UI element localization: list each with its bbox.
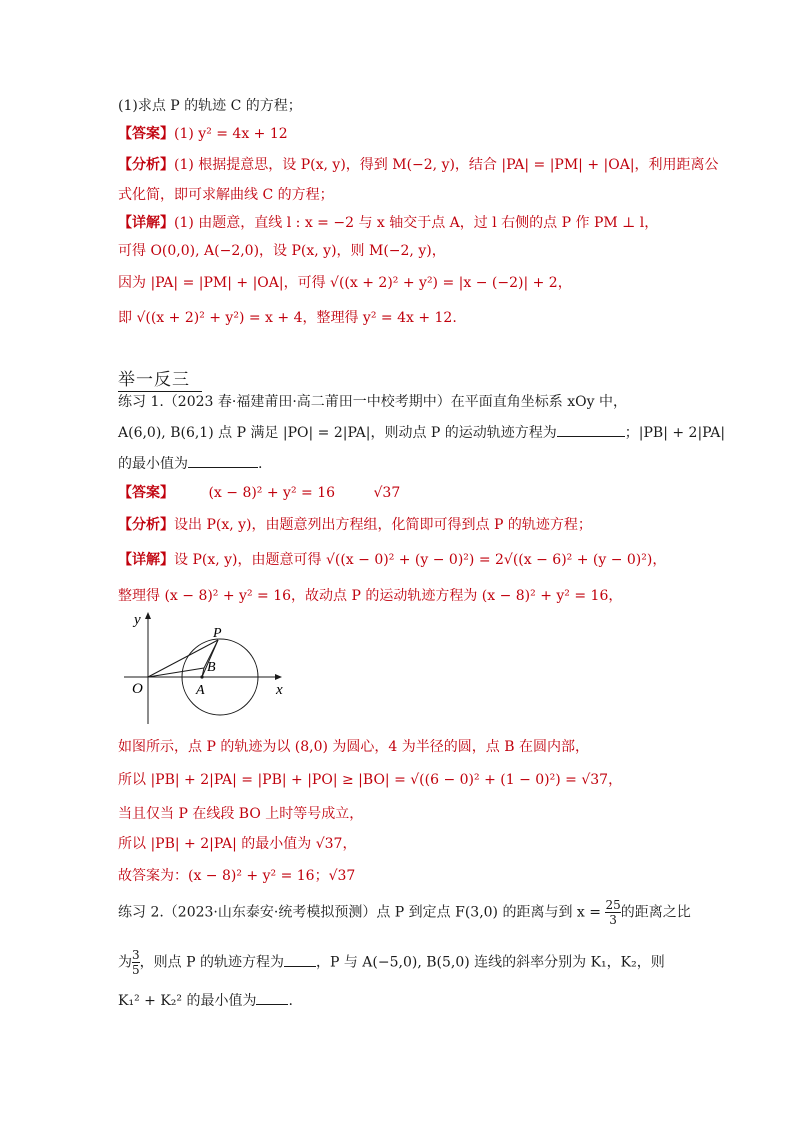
part1-detail-3: 因为 |PA| = |PM| + |OA|，可得 √((x + 2)² + y²) = |x − (−2)| + 2，: [118, 275, 572, 291]
answer-blank[interactable]: [557, 422, 625, 437]
ex2-stem-2: [118, 948, 688, 977]
part1-answer-line: [118, 124, 688, 144]
part1-question: (1)求点 P 的轨迹 C 的方程；: [118, 98, 302, 114]
x-label: x: [276, 682, 283, 698]
detail-tag: 【详解】: [118, 552, 174, 568]
part1-analysis-1: (1) 根据提意思，设 P(x, y)，得到 M(−2, y)，结合 |PA| = |PM| + |OA|，利用距离公: [174, 157, 719, 173]
ex2-stem-3a: K₁² + K₂² 的最小值为: [118, 993, 257, 1009]
ex2-stem-2c: ，P 与 A(−5,0), B(5,0) 连线的斜率分别为 K₁，K₂，则: [315, 954, 665, 971]
a-label: A: [196, 683, 205, 698]
ex1-stem-2b: ；|PB| + 2|PA|: [624, 425, 726, 441]
detail-tag: 【详解】: [118, 215, 174, 231]
fraction-numerator: 3: [132, 948, 140, 962]
part1-detail-1: (1) 由题意，直线 l : x = −2 与 x 轴交于点 A，过 l 右侧的点 P 作 PM ⊥ l，: [174, 215, 659, 231]
answer-blank[interactable]: [188, 453, 258, 468]
answer-tag: 【答案】: [118, 485, 174, 501]
ex2-stem-1b: 的距离之比: [620, 904, 691, 921]
answer-blank[interactable]: [256, 990, 288, 1005]
fraction-denominator: 3: [609, 913, 617, 927]
ex1-answer-line: [118, 483, 688, 503]
answer-tag: 【答案】: [118, 126, 174, 142]
p-label: P: [213, 626, 222, 641]
ex1-stem-3: [118, 453, 688, 474]
part1-detail-line-1: [118, 213, 688, 233]
y-axis-arrow: [145, 612, 151, 619]
answer-blank[interactable]: [284, 952, 316, 967]
part1-answer: (1) y² = 4x + 12: [174, 126, 288, 142]
ex1-stem-3a: 的最小值为: [118, 456, 188, 472]
ex1-detail-1: 设 P(x, y)，由题意可得 √((x − 0)² + (y − 0)²) = 2√((x − 6)² + (y − 0)²)，: [174, 552, 667, 568]
ex1-answer-2: √37: [373, 485, 401, 501]
fraction-numerator: 25: [605, 898, 621, 912]
analysis-tag: 【分析】: [118, 157, 174, 173]
ex1-detail-2: 整理得 (x − 8)² + y² = 16，故动点 P 的运动轨迹方程为 (x − 8)² + y² = 16，: [118, 588, 623, 604]
ex1-answer-1: (x − 8)² + y² = 16: [208, 485, 336, 501]
origin-label: O: [132, 681, 143, 697]
ex1-after-4: 所以 |PB| + 2|PA| 的最小值为 √37，: [118, 836, 357, 852]
ex2-fraction-1: [605, 898, 620, 927]
circle-figure: [120, 610, 300, 728]
ex2-stem-1: [118, 898, 691, 927]
part1-detail-2: 可得 O(0,0), A(−2,0)，设 P(x, y)，则 M(−2, y)，: [118, 243, 446, 259]
section-title: 举一反三: [118, 369, 202, 392]
ex1-after-3: 当且仅当 P 在线段 BO 上时等号成立，: [118, 806, 364, 822]
part1-detail-4: 即 √((x + 2)² + y²) = x + 4，整理得 y² = 4x + 12.: [118, 310, 457, 326]
ex2-stem-2b: ，则点 P 的轨迹方程为: [139, 954, 284, 971]
ex1-analysis-line: [118, 515, 688, 535]
ex1-stem-2a: A(6,0), B(6,1) 点 P 满足 |PO| = 2|PA|，则动点 P 的运动轨迹方程为: [118, 425, 557, 441]
ex1-analysis: 设出 P(x, y)，由题意列出方程组，化简即可得到点 P 的轨迹方程；: [174, 517, 592, 533]
part1-analysis-line-1: [118, 155, 719, 175]
part1-analysis-2: 式化简，即可求解曲线 C 的方程；: [118, 187, 334, 203]
ex1-after-1: 如图所示，点 P 的轨迹为以 (8,0) 为圆心，4 为半径的圆，点 B 在圆内部，: [118, 739, 589, 755]
ex2-stem-3b: .: [288, 993, 293, 1009]
ex2-fraction-2: [132, 948, 140, 977]
b-label: B: [207, 660, 216, 675]
fraction-denominator: 5: [132, 963, 140, 977]
ex2-stem-3: [118, 990, 688, 1011]
ex1-after-2: 所以 |PB| + 2|PA| = |PB| + |PO| ≥ |BO| = √((6 − 0)² + (1 − 0)²) = √37，: [118, 772, 623, 788]
x-axis-arrow: [275, 674, 282, 680]
ex1-detail-line-1: [118, 550, 688, 570]
ex2-stem-2a: 为: [118, 954, 132, 971]
ex1-stem-1: 练习 1.（2023 春·福建莆田·高二莆田一中校考期中）在平面直角坐标系 xOy 中，: [118, 394, 627, 410]
ex1-stem-2: [118, 422, 726, 443]
ex1-after-5: 故答案为：(x − 8)² + y² = 16；√37: [118, 868, 356, 884]
ex1-stem-3b: .: [258, 456, 263, 472]
ex2-stem-1a: 练习 2.（2023·山东泰安·统考模拟预测）点 P 到定点 F(3,0) 的距离与到 x =: [118, 904, 601, 921]
y-label: y: [134, 612, 141, 628]
analysis-tag: 【分析】: [118, 517, 174, 533]
point-A: [200, 675, 203, 678]
